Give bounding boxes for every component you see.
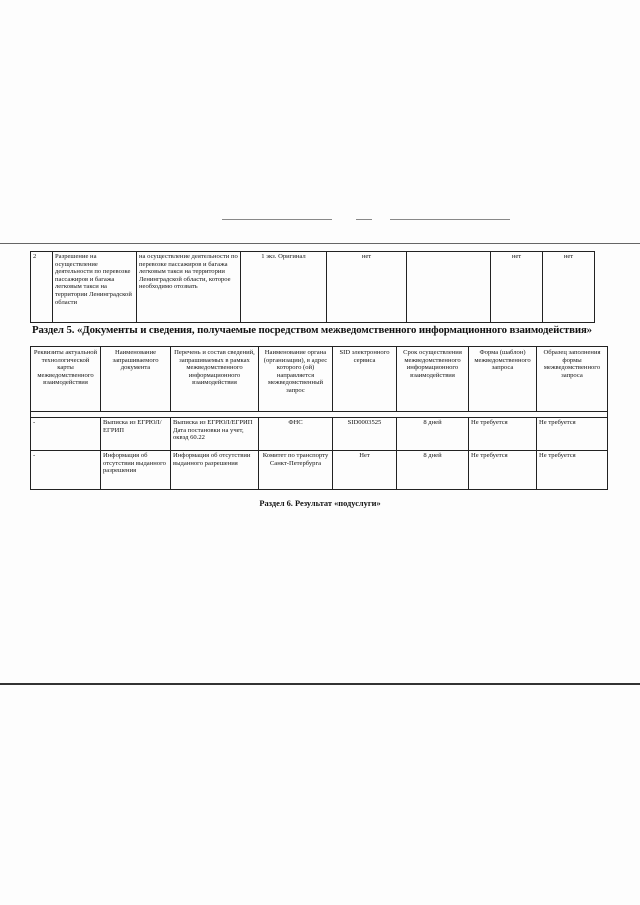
- column-header: Форма (шаблон) межведомственного запроса: [469, 347, 537, 412]
- sid-cell: SID0003525: [333, 418, 397, 451]
- column-header: Срок осуществления межведомственного информационного взаимодействия: [397, 347, 469, 412]
- column-header: SID электронного сервиса: [333, 347, 397, 412]
- doc-cell: Информация об отсутствии выданного разрешения: [101, 451, 171, 490]
- table-row: [31, 418, 608, 451]
- form-cell: Не требуется: [469, 451, 537, 490]
- info-cell: Выписка из ЕГРЮЛ/ЕГРИП Дата постановки на учет, оквэд 60.22: [171, 418, 259, 451]
- table-cell: нет: [491, 252, 543, 323]
- term-cell: 8 дней: [397, 418, 469, 451]
- section4-table: [30, 251, 595, 323]
- column-header: Образец заполнения формы межведомственного запроса: [537, 347, 608, 412]
- section6-title: Раздел 6. Результат «подуслуги»: [259, 499, 381, 508]
- row-number: 2: [31, 252, 53, 323]
- table-row: [31, 451, 608, 490]
- form-cell: Не требуется: [469, 418, 537, 451]
- sample-cell: Не требуется: [537, 418, 608, 451]
- table-cell: [407, 252, 491, 323]
- scan-dash-line: [390, 219, 510, 220]
- section5-title: Раздел 5. «Документы и сведения, получаемые посредством межведомственного информационного взаимодействия»: [32, 324, 592, 336]
- req-cell: -: [31, 451, 101, 490]
- column-header: Перечень и состав сведений, запрашиваемых в рамках межведомственного информационного взаимодействия: [171, 347, 259, 412]
- basis-cell: на осуществление деятельности по перевозке пассажиров и багажа легковым такси на территории Ленинградской области, которое необходимо отозвать: [137, 252, 241, 323]
- service-name: Разрешение на осуществление деятельности по перевозке пассажиров и багажа легковым такси на территории Ленинградской области: [53, 252, 137, 323]
- req-cell: -: [31, 418, 101, 451]
- table-cell: нет: [327, 252, 407, 323]
- info-cell: Информация об отсутствии выданного разрешения: [171, 451, 259, 490]
- column-header: Наименование органа (организации), в адрес которого (ой) направляется межведомственный запрос: [259, 347, 333, 412]
- sid-cell: Нет: [333, 451, 397, 490]
- sample-cell: Не требуется: [537, 451, 608, 490]
- org-cell: Комитет по транспорту Санкт-Петербурга: [259, 451, 333, 490]
- scan-dash-line: [222, 219, 332, 220]
- column-header: Реквизиты актуальной технологической карты межведомственного взаимодействия: [31, 347, 101, 412]
- count-cell: 1 экз. Оригинал: [241, 252, 327, 323]
- doc-cell: Выписка из ЕГРЮЛ/ЕГРИП: [101, 418, 171, 451]
- column-header: Наименование запрашиваемого документа: [101, 347, 171, 412]
- header-row: [31, 347, 608, 412]
- scan-top-line: [0, 243, 640, 244]
- scan-bottom-line: [0, 683, 640, 685]
- table-cell: нет: [543, 252, 595, 323]
- org-cell: ФНС: [259, 418, 333, 451]
- table-row: [31, 252, 595, 323]
- term-cell: 8 дней: [397, 451, 469, 490]
- section5-table: [30, 346, 608, 490]
- scan-dash-line: [356, 219, 372, 220]
